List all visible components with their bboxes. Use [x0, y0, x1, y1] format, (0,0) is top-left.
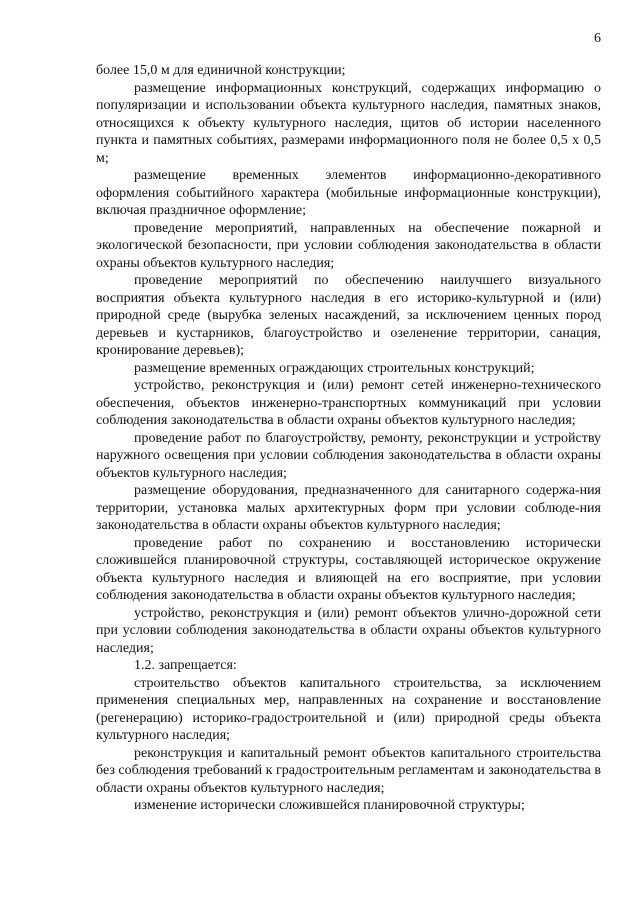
paragraph: реконструкция и капитальный ремонт объектов капитального строительства без соблюдения требований к градостроительным регламентам и законодательства в области охраны объектов культурного наследия;: [96, 745, 601, 796]
page-number: 6: [594, 31, 601, 46]
paragraph: размещение временных элементов информационно-декоративного оформления событийного характера (мобильные информационные конструкции), включая праздничное оформление;: [96, 168, 601, 218]
paragraph: проведение мероприятий, направленных на обеспечение пожарной и экологической безопасности, при условии соблюдения законодательства в области охраны объектов культурного наследия;: [96, 220, 601, 271]
section-heading: 1.2. запрещается:: [134, 658, 237, 673]
paragraph: проведение работ по сохранению и восстановлению исторически сложившейся планировочной структуры, составляющей историческое окружение объекта культурного наследия и влияющей на его восприятие, при условии соблюдения законодательства в области охраны объектов культурного наследия;: [96, 535, 601, 603]
paragraph: проведение мероприятий по обеспечению наилучшего визуального восприятия объекта культурного наследия в его историко-культурной и (или) природной среде (вырубка зеленых насаждений, за исключением ценных пород деревьев и кустарников, благоустройство и озеленение территории, санация, кронирование деревьев);: [96, 273, 601, 358]
paragraph: размещение временных ограждающих строительных конструкций;: [134, 360, 535, 376]
paragraph: устройство, реконструкция и (или) ремонт сетей инженерно-технического обеспечения, объектов инженерно-транспортных коммуникаций при условии соблюдения законодательства в области охраны объектов культурного наследия;: [96, 378, 601, 428]
paragraph: размещение информационных конструкций, содержащих информацию о популяризации и использовании объекта культурного наследия, памятных знаков, относящихся к объекту культурного наследия, щитов об истории населенного пункта и памятных событиях, размерами информационного поля не более 0,5 х 0,5 м;: [96, 80, 601, 166]
document-body: [96, 62, 601, 815]
paragraph-continuation: более 15,0 м для единичной конструкции;: [96, 63, 346, 78]
paragraph: строительство объектов капитального строительства, за исключением применения специальных мер, направленных на сохранение и восстановление (регенерацию) историко-градостроительной и (или) природной среды объекта культурного наследия;: [96, 675, 601, 743]
paragraph: устройство, реконструкция и (или) ремонт объектов улично-дорожной сети при условии соблюдения законодательства в области охраны объектов культурного наследия;: [96, 605, 601, 656]
paragraph: размещение оборудования, предназначенного для санитарного содержа-ния территории, установка малых архитектурных форм при условии соблюде-ния законодательства в области охраны объектов культурного наследия;: [96, 483, 601, 533]
paragraph: изменение исторически сложившейся планировочной структуры;: [134, 798, 525, 813]
paragraph: проведение работ по благоустройству, ремонту, реконструкции и устройству наружного освещения при условии соблюдения законодательства в области охраны объектов культурного наследия;: [96, 430, 601, 481]
